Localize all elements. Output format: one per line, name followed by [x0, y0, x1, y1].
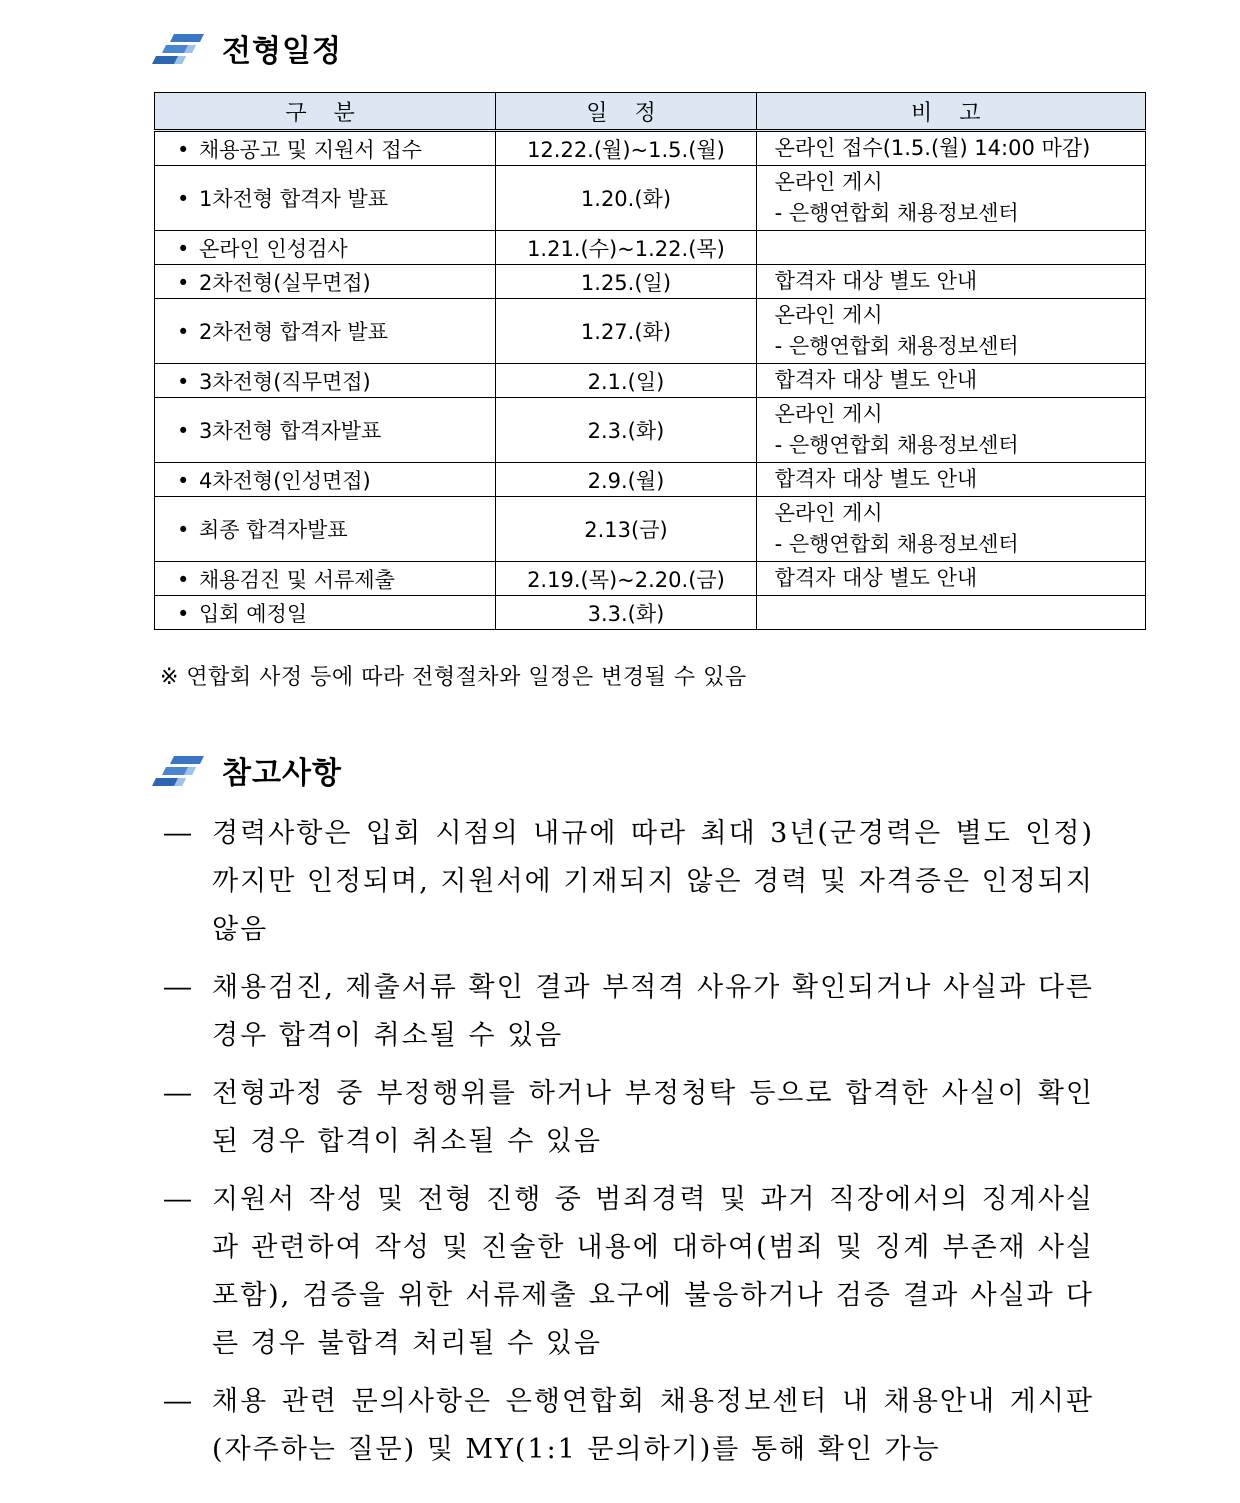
stage-note-detail: - 은행연합회 채용정보센터 — [774, 433, 1019, 457]
stage-note-detail: - 은행연합회 채용정보센터 — [774, 201, 1019, 225]
stage-date: 2.1.(일) — [496, 364, 756, 398]
section-logo-icon — [152, 30, 206, 66]
table-row — [155, 299, 1146, 364]
schedule-table — [154, 92, 1146, 630]
list-item — [164, 810, 1094, 954]
bullet: • — [177, 369, 190, 394]
section-title: 전형일정 — [222, 34, 342, 69]
dash-marker: ― — [164, 1184, 193, 1215]
stage-note-detail: - 은행연합회 채용정보센터 — [774, 334, 1019, 358]
stage-date: 1.20.(화) — [496, 166, 756, 231]
stage-name: 4차전형(인성면접) — [199, 468, 371, 493]
stage-note: 온라인 게시 — [774, 402, 883, 426]
table-row — [155, 131, 1146, 166]
stage-date: 1.25.(일) — [496, 265, 756, 299]
stage-date: 2.13(금) — [496, 497, 756, 562]
stage-name: 3차전형(직무면접) — [199, 369, 371, 394]
stage-date: 1.21.(수)~1.22.(목) — [496, 231, 756, 265]
bullet: • — [177, 601, 190, 626]
table-row — [155, 398, 1146, 463]
dash-marker: ― — [164, 818, 193, 849]
stage-name: 온라인 인성검사 — [199, 236, 348, 261]
bullet: • — [177, 468, 190, 493]
table-row — [155, 463, 1146, 497]
stage-date: 1.27.(화) — [496, 299, 756, 364]
stage-note: 합격자 대상 별도 안내 — [774, 566, 978, 590]
stage-name: 채용검진 및 서류제출 — [199, 567, 395, 592]
reference-text: 경력사항은 입회 시점의 내규에 따라 최대 3년(군경력은 별도 인정)까지만 인정되며, 지원서에 기재되지 않은 경력 및 자격증은 인정되지 않음 — [212, 818, 1094, 945]
stage-date: 3.3.(화) — [496, 596, 756, 630]
bullet: • — [177, 187, 190, 211]
stage-date: 2.19.(목)~2.20.(금) — [496, 562, 756, 596]
stage-note: 합격자 대상 별도 안내 — [774, 467, 978, 491]
dash-marker: ― — [164, 1078, 193, 1109]
list-item — [164, 964, 1094, 1060]
stage-note: 온라인 게시 — [774, 303, 883, 327]
stage-date: 2.3.(화) — [496, 398, 756, 463]
bullet: • — [177, 137, 190, 162]
stage-note: 합격자 대상 별도 안내 — [774, 269, 978, 293]
bullet: • — [177, 419, 190, 443]
stage-name: 1차전형 합격자 발표 — [199, 187, 388, 211]
reference-text: 지원서 작성 및 전형 진행 중 범죄경력 및 과거 직장에서의 징계사실과 관련하여 작성 및 진술한 내용에 대하여(범죄 및 징계 부존재 사실 포함), 검증을 위한 서류제출 요구에 불응하거나 검증 결과 사실과 다른 경우 불합격 처리될 수 있음 — [212, 1184, 1094, 1359]
stage-date: 2.9.(월) — [496, 463, 756, 497]
table-row — [155, 562, 1146, 596]
stage-note: 온라인 게시 — [774, 170, 883, 194]
dash-marker: ― — [164, 972, 193, 1003]
column-header: 일 정 — [496, 93, 756, 131]
table-row — [155, 497, 1146, 562]
bullet: • — [177, 236, 190, 261]
table-header-row — [155, 93, 1146, 131]
bullet: • — [177, 518, 190, 542]
bullet: • — [177, 270, 190, 295]
stage-name: 2차전형 합격자 발표 — [199, 320, 388, 344]
bullet: • — [177, 567, 190, 592]
stage-name: 3차전형 합격자발표 — [199, 419, 382, 443]
stage-note: 온라인 접수(1.5.(월) 14:00 마감) — [774, 136, 1091, 160]
table-row — [155, 596, 1146, 630]
table-row — [155, 166, 1146, 231]
section-logo-icon — [152, 752, 206, 788]
section-title: 참고사항 — [222, 756, 342, 791]
table-row — [155, 364, 1146, 398]
stage-name: 최종 합격자발표 — [199, 518, 348, 542]
stage-note: 온라인 게시 — [774, 501, 883, 525]
stage-name: 입회 예정일 — [199, 601, 308, 626]
bullet: • — [177, 320, 190, 344]
stage-note-detail: - 은행연합회 채용정보센터 — [774, 532, 1019, 556]
list-item — [164, 1378, 1094, 1474]
stage-name: 2차전형(실무면접) — [199, 270, 371, 295]
reference-text: 채용검진, 제출서류 확인 결과 부적격 사유가 확인되거나 사실과 다른 경우 합격이 취소될 수 있음 — [212, 972, 1094, 1051]
reference-list — [164, 810, 1094, 1484]
list-item — [164, 1070, 1094, 1166]
stage-name: 채용공고 및 지원서 접수 — [199, 137, 422, 162]
reference-section-heading — [152, 750, 342, 790]
column-header: 비 고 — [756, 93, 1145, 131]
column-header: 구 분 — [155, 93, 496, 131]
schedule-change-notice: ※ 연합회 사정 등에 따라 전형절차와 일정은 변경될 수 있음 — [160, 665, 747, 690]
table-row — [155, 231, 1146, 265]
reference-text: 전형과정 중 부정행위를 하거나 부정청탁 등으로 합격한 사실이 확인된 경우 합격이 취소될 수 있음 — [212, 1078, 1094, 1157]
dash-marker: ― — [164, 1386, 193, 1417]
reference-text: 채용 관련 문의사항은 은행연합회 채용정보센터 내 채용안내 게시판(자주하는 질문) 및 MY(1:1 문의하기)를 통해 확인 가능 — [212, 1386, 1094, 1465]
list-item — [164, 1176, 1094, 1368]
stage-date: 12.22.(월)~1.5.(월) — [496, 131, 756, 166]
stage-note: 합격자 대상 별도 안내 — [774, 368, 978, 392]
schedule-section-heading — [152, 28, 342, 68]
table-row — [155, 265, 1146, 299]
